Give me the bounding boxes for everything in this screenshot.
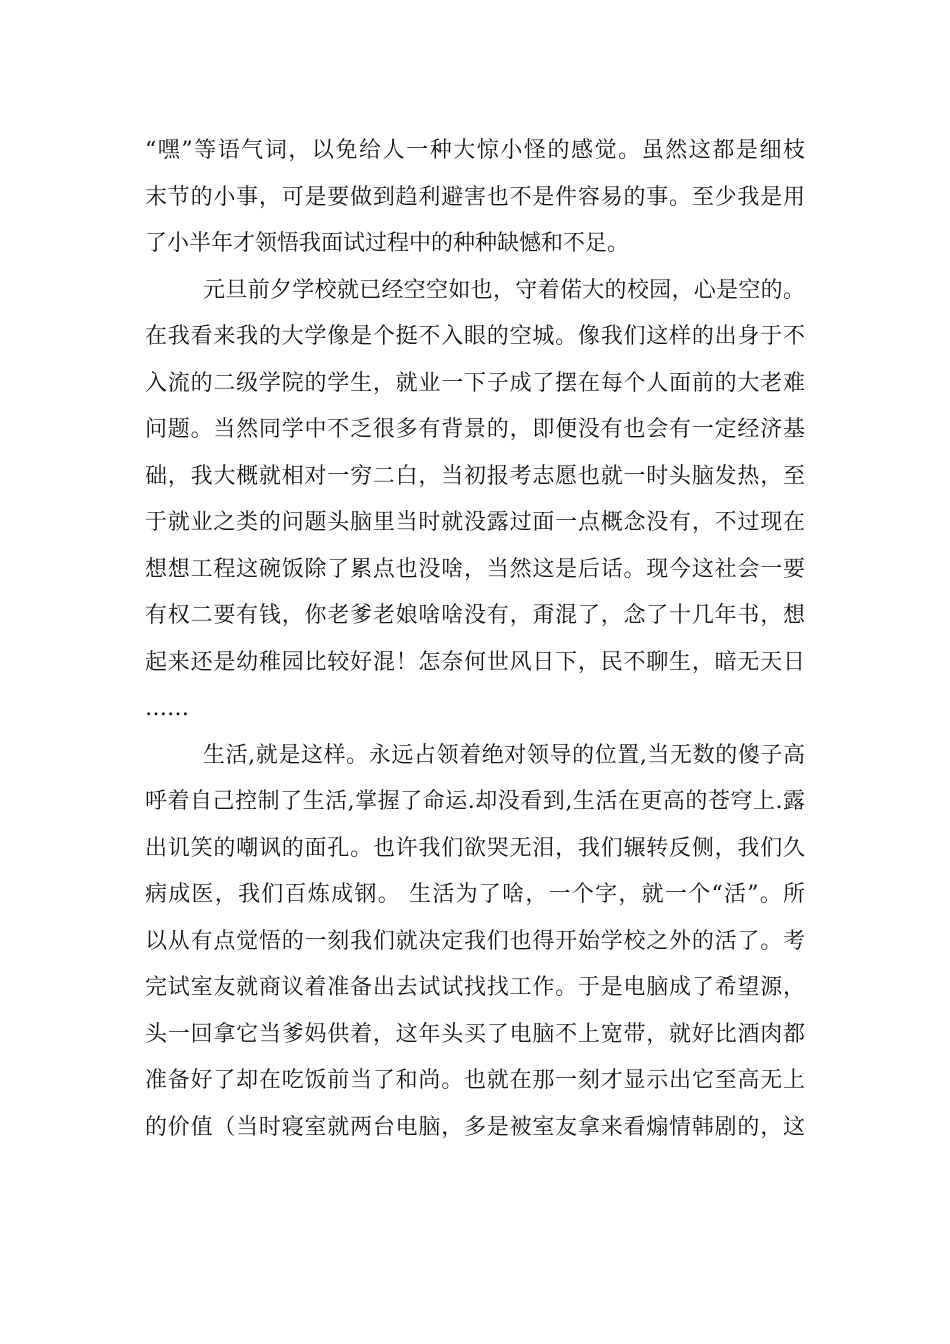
text-line: 的价值（当时寝室就两台电脑，多是被室友拿来看煽情韩剧的，这 [145,1114,805,1140]
text-line: 想想工程这碗饭除了累点也没啥，当然这是后话。现今这社会一要 [145,556,805,582]
text-line: 有权二要有钱，你老爹老娘啥啥没有，甭混了，念了十几年书，想 [145,603,805,628]
text-line: 在我看来我的大学像是个挺不入眼的空城。像我们这样的出身于不 [145,324,805,349]
paragraph-start-line: 生活,就是这样。永远占领着绝对领导的位置,当无数的傻子高 [203,742,805,768]
text-line: 起来还是幼稚园比较好混！怎奈何世风日下，民不聊生，暗无天日 [145,649,805,675]
text-line: 础，我大概就相对一穷二白，当初报考志愿也就一时头脑发热，至 [145,463,805,489]
text-line: 病成医，我们百炼成钢。 生活为了啥，一个字，就一个“活”。所 [145,882,805,907]
paragraph-start-line: 元旦前夕学校就已经空空如也，守着偌大的校园，心是空的。 [203,277,805,303]
text-line: “嘿”等语气词，以免给人一种大惊小怪的感觉。虽然这都是细枝 [145,138,805,163]
text-line: 头一回拿它当爹妈供着，这年头买了电脑不上宽带，就好比酒肉都 [145,1021,805,1047]
text-line: …… [145,696,189,721]
text-line: 呼着自己控制了生活,掌握了命运.却没看到,生活在更高的苍穹上.露 [145,789,805,814]
text-line: 准备好了却在吃饭前当了和尚。也就在那一刻才显示出它至高无上 [145,1068,805,1093]
text-line: 以从有点觉悟的一刻我们就决定我们也得开始学校之外的活了。考 [145,928,805,954]
text-line: 完试室友就商议着准备出去试试找找工作。于是电脑成了希望源， [145,975,805,1000]
text-line: 了小半年才领悟我面试过程中的种种缺憾和不足。 [145,231,630,256]
text-line: 入流的二级学院的学生，就业一下子成了摆在每个人面前的大老难 [145,370,805,396]
text-line: 出讥笑的嘲讽的面孔。也许我们欲哭无泪，我们辗转反侧，我们久 [145,835,805,861]
body-text [145,128,805,1151]
text-line: 问题。当然同学中不乏很多有背景的，即便没有也会有一定经济基 [145,417,805,442]
text-line: 末节的小事，可是要做到趋利避害也不是件容易的事。至少我是用 [145,184,805,210]
text-line: 于就业之类的问题头脑里当时就没露过面一点概念没有，不过现在 [145,510,805,535]
